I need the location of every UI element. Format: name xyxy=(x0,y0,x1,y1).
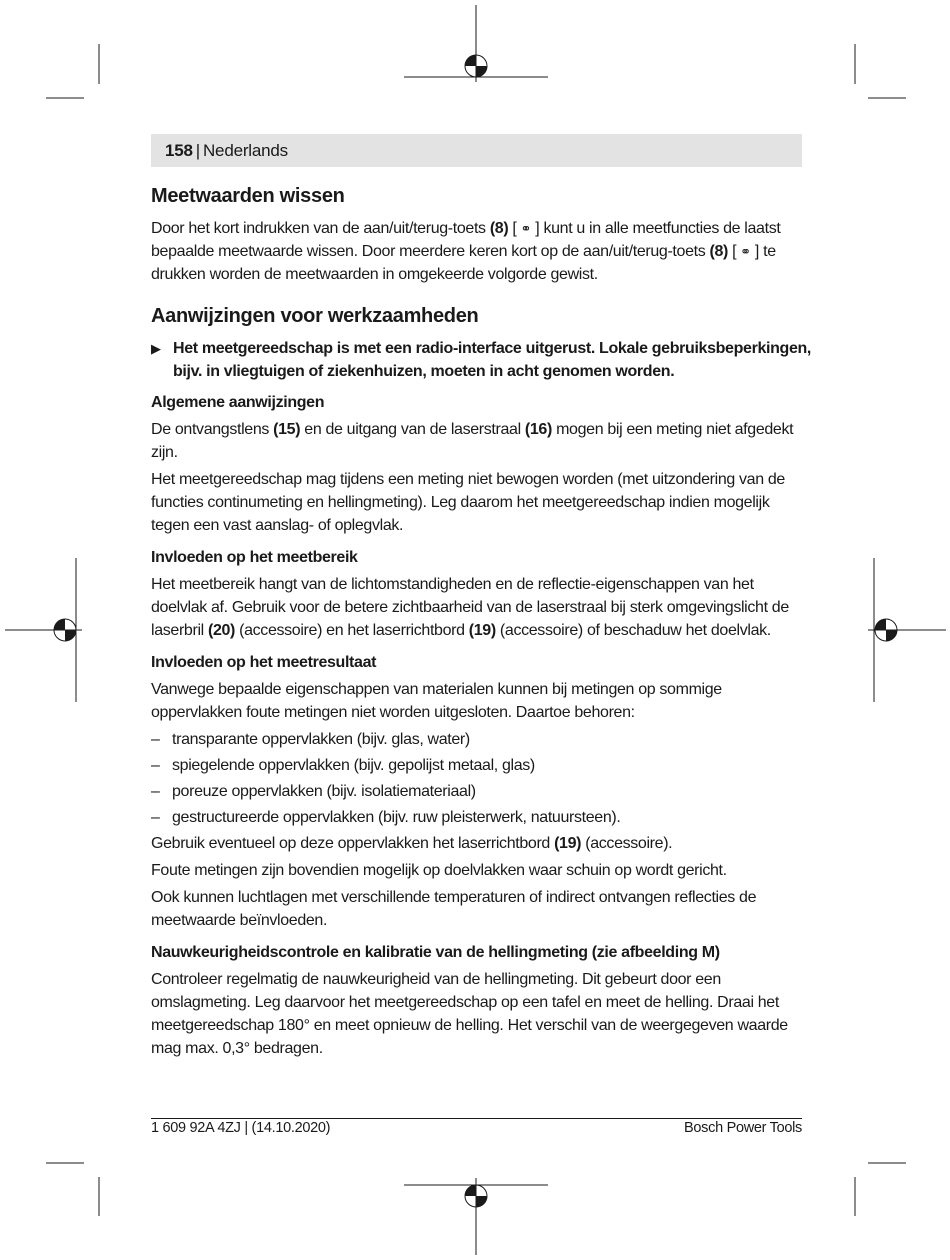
footer-brand: Bosch Power Tools xyxy=(684,1120,802,1136)
warning-text: Het meetgereedschap is met een radio-interface uitgerust. Lokale gebruiksbeperkingen, bijv. in vliegtuigen of ziekenhuizen, moeten in acht genomen worden. xyxy=(173,340,812,380)
page-content xyxy=(151,182,811,1064)
subsection-title-meetbereik: Invloeden op het meetbereik xyxy=(151,549,358,566)
triangle-bullet-icon: ▶ xyxy=(151,341,161,356)
section-title-wissen: Meetwaarden wissen xyxy=(151,185,345,207)
paragraph-meetbereik: Het meetbereik hangt van de lichtomstandigheden en de reflectie-eigenschappen van het doelvlak af. Gebruik voor de betere zichtbaarheid van de laserstraal bij sterk omgevingslicht de laserbril (20) (accessoire) en het laserrichtbord (19) (accessoire) of beschaduw het doelvlak. xyxy=(151,576,789,639)
power-button-icon: ⚭ xyxy=(520,221,532,236)
list-item: – gestructureerde oppervlakken (bijv. ruw pleisterwerk, natuursteen). xyxy=(151,809,621,826)
footer-divider xyxy=(151,1118,802,1119)
page-header xyxy=(151,134,802,167)
header-language: Nederlands xyxy=(202,140,288,160)
page-footer xyxy=(151,1120,802,1136)
paragraph-algemeen-1: De ontvangstlens (15) en de uitgang van de laserstraal (16) mogen bij een meting niet afgedekt zijn. xyxy=(151,421,794,461)
page-number: 158 xyxy=(165,140,193,160)
paragraph-meetresultaat-3: Foute metingen zijn bovendien mogelijk op doelvlakken waar schuin op wordt gericht. xyxy=(151,862,727,879)
paragraph-wissen: Door het kort indrukken van de aan/uit/terug-toets (8) [ ⚭ ] kunt u in alle meetfuncties de laatst bepaalde meetwaarde wissen. Door meerdere keren kort op de aan/uit/terug-toets (8) [ ⚭ ] te drukken worden de meetwaarden in omgekeerde volgorde gewist. xyxy=(151,220,781,283)
subsection-title-meetresultaat: Invloeden op het meetresultaat xyxy=(151,654,377,671)
list-item: – spiegelende oppervlakken (bijv. gepolijst metaal, glas) xyxy=(151,757,535,774)
paragraph-algemeen-2: Het meetgereedschap mag tijdens een meting niet bewogen worden (met uitzondering van de functies continumeting en hellingmeting). Leg daarom het meetgereedschap indien mogelijk tegen een vast aanslag- of oplegvlak. xyxy=(151,471,785,534)
paragraph-meetresultaat-4: Ook kunnen luchtlagen met verschillende temperaturen of indirect ontvangen reflecties de meetwaarde beïnvloeden. xyxy=(151,889,757,929)
warning-note xyxy=(151,337,811,383)
list-item: – transparante oppervlakken (bijv. glas, water) xyxy=(151,731,470,748)
subsection-title-kalibratie: Nauwkeurigheidscontrole en kalibratie van de hellingmeting (zie afbeelding M) xyxy=(151,944,720,961)
paragraph-kalibratie: Controleer regelmatig de nauwkeurigheid van de hellingmeting. Dit gebeurt door een omslagmeting. Leg daarvoor het meetgereedschap op een tafel en meet de helling. Draai het meetgereedschap 180° en meet opnieuw de helling. Het verschil van de weergegeven waarde mag max. 0,3° bedragen. xyxy=(151,971,788,1057)
header-separator: | xyxy=(195,140,200,160)
footer-document-id: 1 609 92A 4ZJ | (14.10.2020) xyxy=(151,1120,331,1136)
paragraph-meetresultaat-intro: Vanwege bepaalde eigenschappen van materialen kunnen bij metingen op sommige oppervlakken foute metingen niet worden uitgesloten. Daartoe behoren: xyxy=(151,681,722,721)
paragraph-meetresultaat-2: Gebruik eventueel op deze oppervlakken het laserrichtbord (19) (accessoire). xyxy=(151,835,673,852)
surface-list xyxy=(151,728,811,829)
power-button-icon: ⚭ xyxy=(740,244,751,259)
list-item: – poreuze oppervlakken (bijv. isolatiemateriaal) xyxy=(151,783,476,800)
subsection-title-algemeen: Algemene aanwijzingen xyxy=(151,394,325,411)
section-title-aanwijzingen: Aanwijzingen voor werkzaamheden xyxy=(151,305,479,327)
